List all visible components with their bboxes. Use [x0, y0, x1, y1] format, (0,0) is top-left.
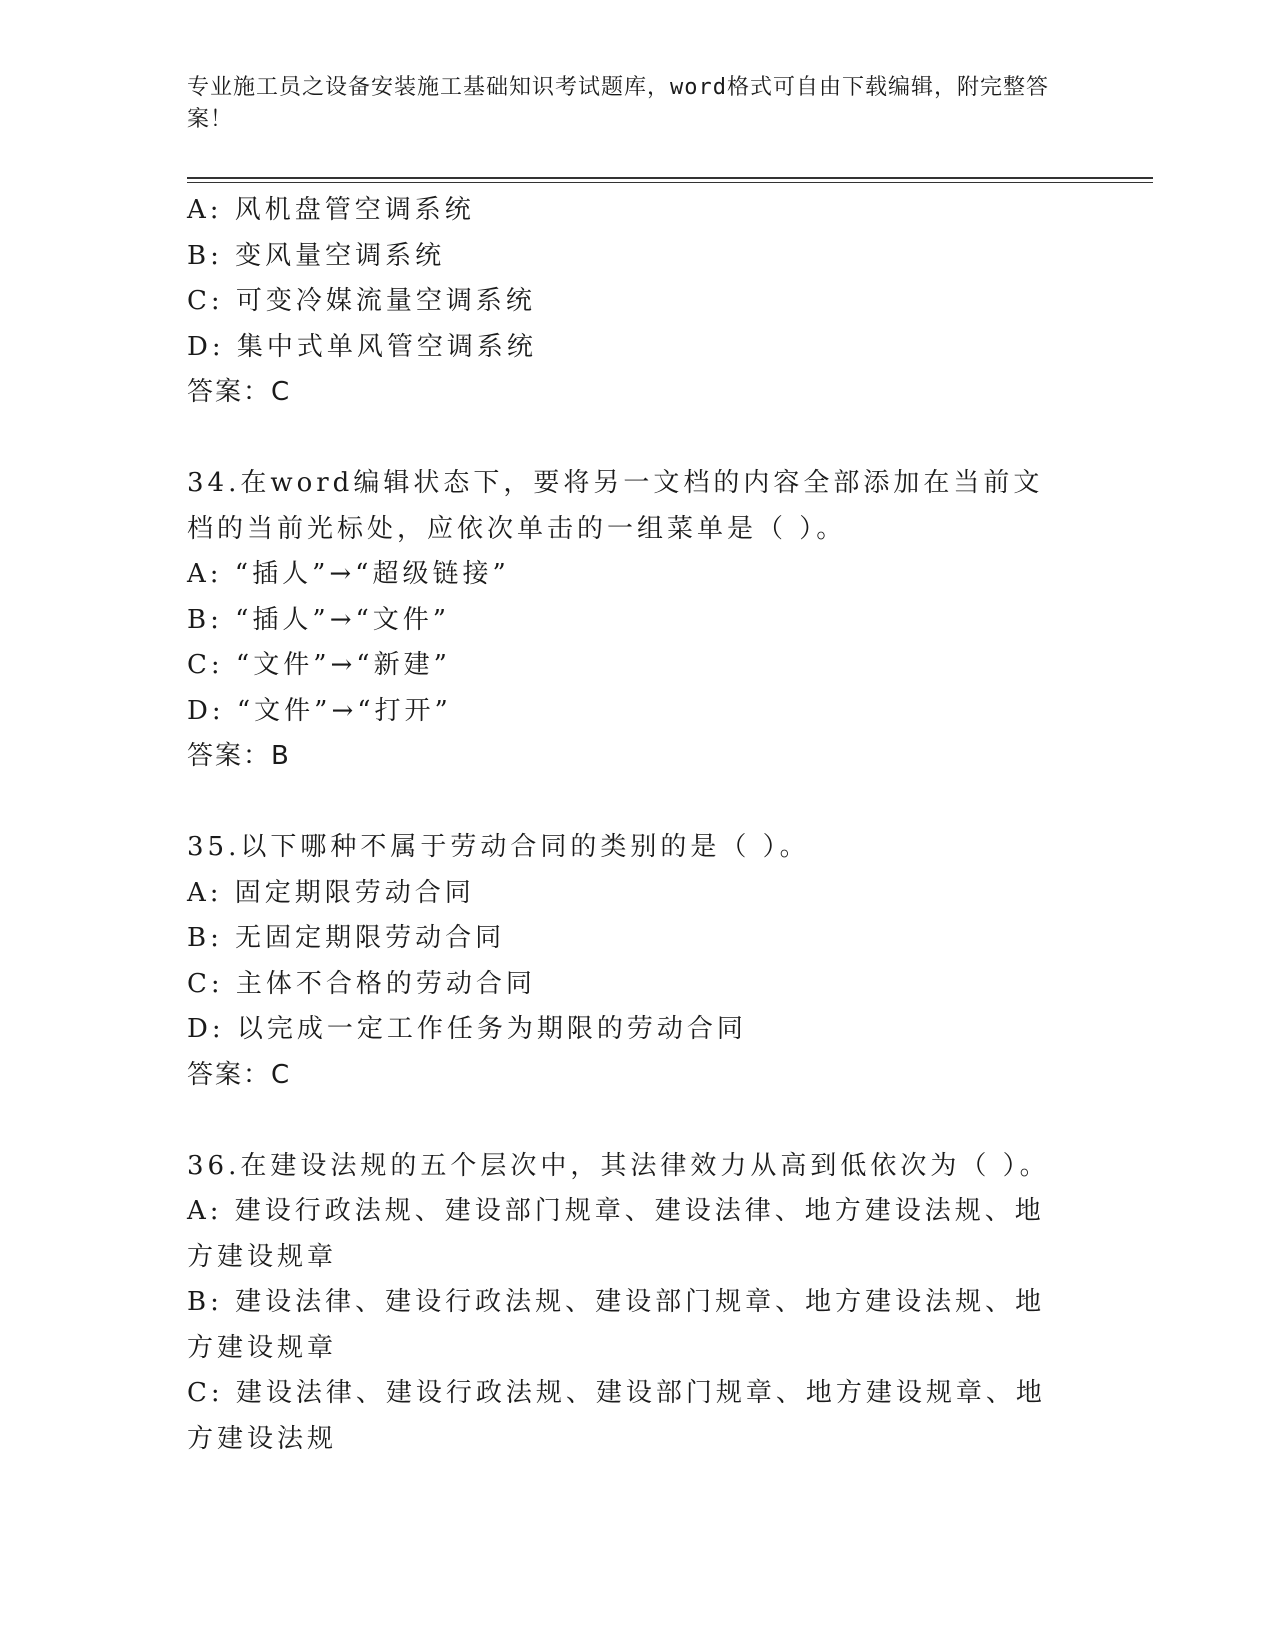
question-block [187, 825, 1087, 1098]
option-b: B: “插人”→“文件” [187, 604, 451, 635]
document-header: 专业施工员之设备安装施工基础知识考试题库，word格式可自由下载编辑，附完整答案！ [187, 75, 1049, 132]
question-block [187, 188, 1087, 416]
option-c: C: 可变冷媒流量空调系统 [187, 286, 536, 316]
option-b: B: 建设法律、建设行政法规、建设部门规章、地方建设法规、地方建设规章 [187, 1287, 1046, 1363]
answer-line: 答案：C [187, 1059, 292, 1090]
spacer [187, 780, 1087, 826]
option-a: A: 固定期限劳动合同 [187, 877, 475, 908]
option-c: C: “文件”→“新建” [187, 650, 451, 680]
question-block [187, 461, 1087, 780]
option-d: D: 集中式单风管空调系统 [187, 331, 537, 362]
spacer [187, 1098, 1087, 1144]
question-text: 36.在建设法规的五个层次中，其法律效力从高到低依次为（ ）。 [187, 1150, 1050, 1181]
option-d: D: “文件”→“打开” [187, 695, 452, 726]
option-a: A: 建设行政法规、建设部门规章、建设法律、地方建设法规、地方建设规章 [187, 1196, 1045, 1272]
option-d: D: 以完成一定工作任务为期限的劳动合同 [187, 1014, 747, 1044]
header-divider-thick [187, 177, 1153, 179]
answer-line: 答案：C [187, 377, 292, 407]
header-divider-thin [187, 182, 1153, 183]
question-text: 35.以下哪种不属于劳动合同的类别的是（ ）。 [187, 832, 810, 862]
option-c: C: 主体不合格的劳动合同 [187, 968, 536, 999]
option-b: B: 无固定期限劳动合同 [187, 923, 506, 953]
question-text: 34.在word编辑状态下，要将另一文档的内容全部添加在当前文档的当前光标处，应依次单击的一组菜单是（ ）。 [187, 468, 1044, 544]
option-a: A: 风机盘管空调系统 [187, 195, 475, 225]
answer-line: 答案：B [187, 741, 291, 771]
option-c: C: 建设法律、建设行政法规、建设部门规章、地方建设规章、地方建设法规 [187, 1378, 1046, 1454]
option-a: A: “插人”→“超级链接” [187, 559, 510, 589]
question-list [187, 188, 1087, 1462]
question-block [187, 1144, 1087, 1463]
spacer [187, 416, 1087, 462]
option-b: B: 变风量空调系统 [187, 240, 446, 271]
